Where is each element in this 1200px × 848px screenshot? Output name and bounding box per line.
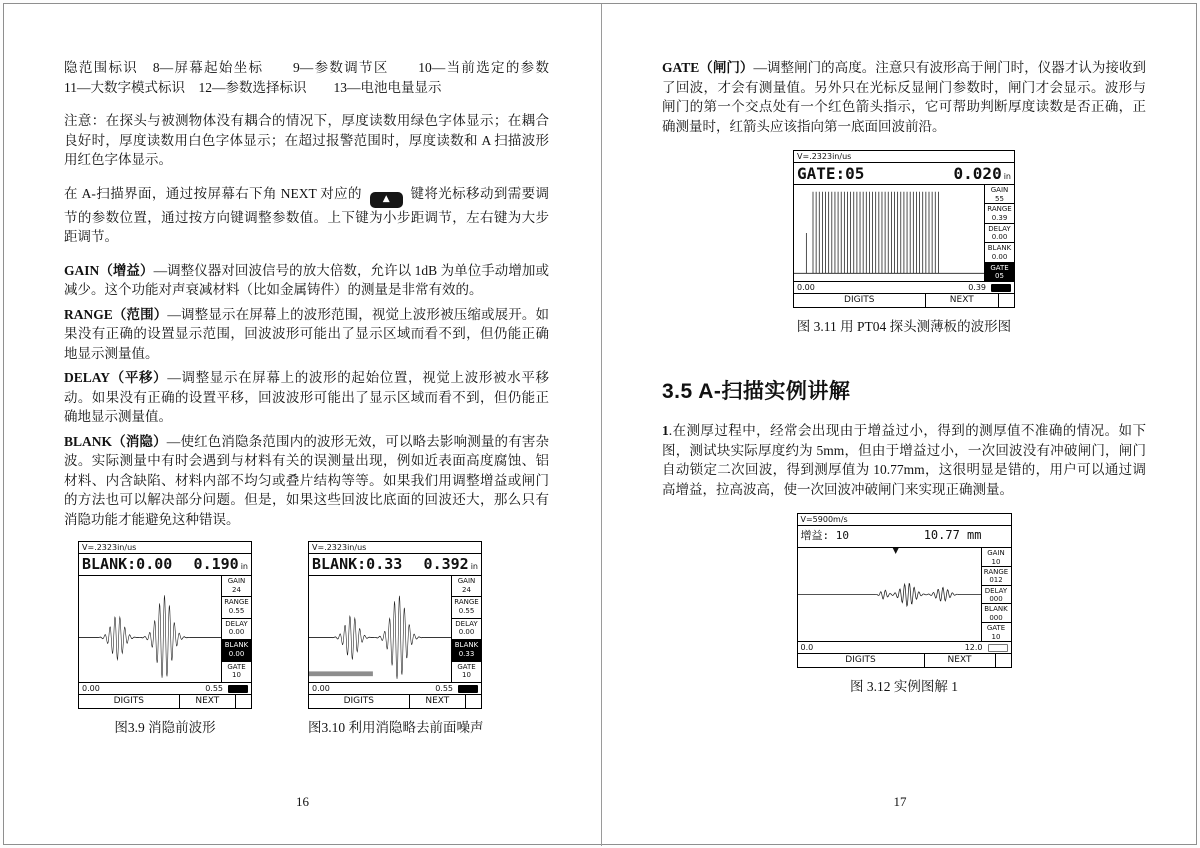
softkey-bar xyxy=(309,694,481,708)
screen-header xyxy=(798,526,1011,548)
param-blank: BLANK 0.00 xyxy=(222,640,251,661)
screen-header xyxy=(309,554,481,576)
device-screen-fig310 xyxy=(308,541,482,709)
param-delay: DELAY 0.00 xyxy=(985,224,1014,243)
range-term-text: —调整显示在屏幕上的波形范围，视觉上波形被压缩或展开。如果没有正确的设置显示范围，回波波形可能出了显示区域而看不到，但仍能正确地显示测量值。 xyxy=(64,306,549,361)
param-delay: DELAY 0.00 xyxy=(222,619,251,640)
paragraph-gain xyxy=(64,261,549,300)
param-gain: GAIN 10 xyxy=(982,548,1011,567)
param-range: RANGE 012 xyxy=(982,567,1011,586)
screen-header xyxy=(794,163,1014,185)
param-gain: GAIN 24 xyxy=(452,576,481,597)
param-gate: GATE 10 xyxy=(227,662,246,680)
figure-3-10 xyxy=(308,541,484,736)
delay-term-label: DELAY（平移） xyxy=(64,370,168,385)
param-blank: BLANK 0.00 xyxy=(985,243,1014,262)
scale-right: 0.39 xyxy=(968,283,986,292)
scale-left: 0.00 xyxy=(82,684,100,693)
selected-param-readout: BLANK:0.00 xyxy=(82,555,173,573)
param-blank: BLANK 000 xyxy=(982,604,1011,623)
parameter-panel xyxy=(451,576,481,682)
echo-marker-icon: ▼ xyxy=(892,548,899,555)
velocity-readout: V=5900m/s xyxy=(798,514,1011,526)
param-blank: BLANK 0.33 xyxy=(452,640,481,661)
waveform-display xyxy=(798,548,981,641)
waveform-display xyxy=(794,185,984,281)
manual-spread xyxy=(3,3,1197,845)
page-17 xyxy=(601,4,1198,846)
measurement-unit: in xyxy=(470,562,478,571)
next-softkey: NEXT xyxy=(180,695,236,708)
velocity-readout: V=.2323in/us xyxy=(309,542,481,554)
ascan-text-before: 在 A-扫描界面，通过按屏幕右下角 NEXT 对应的 xyxy=(64,185,362,201)
param-gain: GAIN 24 xyxy=(222,576,251,597)
gate-chip xyxy=(991,284,1011,292)
list-number: 1 xyxy=(662,423,669,438)
waveform-plot xyxy=(794,185,984,281)
paragraph-gate xyxy=(662,58,1146,136)
param-gain: GAIN 55 xyxy=(985,185,1014,204)
parameter-panel xyxy=(221,576,251,682)
measurement-unit: in xyxy=(240,562,248,571)
scale-bar xyxy=(309,682,481,694)
up-arrow-key-icon: ▲ xyxy=(370,192,403,208)
scale-right: 0.55 xyxy=(205,684,223,693)
paragraph-legend: 隐范围标识 8—屏幕起始坐标 9—参数调节区 10—当前选定的参数 11—大数字模式标识 12—参数选择标识 13—电池电量显示 xyxy=(64,60,576,95)
parameter-panel xyxy=(981,548,1011,641)
blank-term-text: —使红色消隐条范围内的波形无效，可以略去影响测量的有害杂波。实际测量中有时会遇到与材料有关的误测量出现，例如近表面高度腐蚀、铝材料、内含缺陷、材料内部不均匀或叠片结构等等。如果我们用调整增益或闸门的方法也可以解决部分问题。但是，如果这些回波比底面的回波还大，那么只有消隐功能才能避免这种错误。 xyxy=(64,433,550,527)
figures-row xyxy=(78,541,549,736)
digits-softkey: DIGITS xyxy=(798,654,925,667)
param-range: RANGE 0.39 xyxy=(985,204,1014,223)
selected-param-readout: BLANK:0.33 xyxy=(312,555,403,573)
next-softkey: NEXT xyxy=(410,695,466,708)
measurement-value: 0.190 xyxy=(193,555,239,573)
gate-chip xyxy=(988,644,1008,652)
page-number-left: 16 xyxy=(296,794,309,809)
scale-left: 0.00 xyxy=(312,684,330,693)
figure-3-10-caption: 图3.10 利用消隐略去前面噪声 xyxy=(308,720,484,735)
example-text: .在测厚过程中，经常会出现由于增益过小，得到的测厚值不准确的情况。如下图，测试块实际厚度约为 5mm，但由于增益过小，一次回波没有冲破闸门，闸门自动锁定二次回波，得到测厚值为 10.77mm，这很明显是错的，用户可以通过调高增益，拉高波高，使一次回波冲破闸门来实现正确测量。 xyxy=(662,423,1146,497)
softkey-bar xyxy=(794,293,1014,307)
selected-param-readout: GATE:05 xyxy=(797,164,865,183)
waveform-display xyxy=(309,576,451,682)
waveform-display xyxy=(79,576,221,682)
param-gate: GATE 10 xyxy=(457,662,476,680)
waveform-plot xyxy=(309,576,451,682)
param-range: RANGE 0.55 xyxy=(452,597,481,618)
figure-3-9-caption: 图3.9 消隐前波形 xyxy=(114,720,216,735)
scale-left: 0.0 xyxy=(800,643,814,652)
page-number-right: 17 xyxy=(893,794,907,809)
parameter-panel xyxy=(984,185,1014,281)
scale-right: 0.55 xyxy=(435,684,453,693)
paragraph-example-1 xyxy=(662,421,1146,499)
page-16 xyxy=(4,4,601,846)
paragraph-range xyxy=(64,305,549,364)
scale-bar xyxy=(798,641,1011,653)
digits-softkey: DIGITS xyxy=(79,695,180,708)
velocity-readout: V=.2323in/us xyxy=(79,542,251,554)
measurement-value: 0.020 xyxy=(953,164,1002,183)
softkey-bar xyxy=(798,653,1011,667)
scale-right: 12.0 xyxy=(964,643,983,652)
param-delay: DELAY 0.00 xyxy=(452,619,481,640)
figure-3-9 xyxy=(78,541,252,736)
measurement-unit: in xyxy=(1003,172,1011,181)
gate-chip xyxy=(458,685,478,693)
range-term-label: RANGE（范围） xyxy=(64,306,168,322)
param-delay: DELAY 000 xyxy=(982,586,1011,605)
scale-bar xyxy=(794,281,1014,293)
waveform-plot xyxy=(798,548,981,641)
blank-term-label: BLANK（消隐） xyxy=(64,433,167,449)
gain-term-text: —调整仪器对回波信号的放大倍数，允许以 1dB 为单位手动增加或减少。这个功能对声衰减材料（比如金属铸件）的测量是非常有效的。 xyxy=(64,262,549,297)
gate-term-text: —调整闸门的高度。注意只有波形高于闸门时，仪器才认为接收到了回波，才会有测量值。另外只在光标反显闸门参数时，闸门才会显示。波形与闸门的第一个交点处有一个红色箭头指示，它可帮助判断厚度读数是否正确，正确测量时，红箭头应该指向第一底面回波前沿。 xyxy=(662,60,1146,134)
velocity-readout: V=.2323in/us xyxy=(794,151,1014,163)
figure-3-12-caption: 图 3.12 实例图解 1 xyxy=(850,679,958,694)
figure-3-12 xyxy=(797,513,1012,695)
next-softkey: NEXT xyxy=(926,294,1000,307)
thickness-readout: 10.77 mm xyxy=(923,528,982,542)
figure-3-11-caption: 图 3.11 用 PT04 探头测薄板的波形图 xyxy=(796,319,1012,334)
measurement-value: 0.392 xyxy=(423,555,469,573)
gate-chip xyxy=(228,685,248,693)
section-heading: 3.5 A-扫描实例讲解 xyxy=(662,380,851,403)
gain-readout: 增益: 10 xyxy=(800,529,849,542)
device-screen-fig39 xyxy=(78,541,252,709)
gain-term-label: GAIN（增益） xyxy=(64,262,154,278)
softkey-bar xyxy=(79,694,251,708)
scale-left: 0.00 xyxy=(797,283,815,292)
scale-bar xyxy=(79,682,251,694)
device-screen-fig312 xyxy=(797,513,1012,668)
paragraph-ascan-navigation xyxy=(64,184,549,247)
param-range: RANGE 0.55 xyxy=(222,597,251,618)
digits-softkey: DIGITS xyxy=(309,695,410,708)
delay-term-text: —调整显示在屏幕上的波形的起始位置，视觉上波形被水平移动。如果没有正确的设置平移，回波波形可能出了显示区域而看不到，但仍能正确地显示测量值。 xyxy=(64,370,549,424)
figure-3-11 xyxy=(793,150,1015,335)
paragraph-note: 注意：在探头与被测物体没有耦合的情况下，厚度读数用绿色字体显示；在耦合良好时，厚度读数用白色字体显示；在超过报警范围时，厚度读数和 A 扫描波形用红色字体显示。 xyxy=(64,113,549,167)
paragraph-blank xyxy=(64,432,549,530)
device-screen-fig311 xyxy=(793,150,1015,308)
next-softkey: NEXT xyxy=(925,654,996,667)
screen-header xyxy=(79,554,251,576)
ascan-text-after: 键将光标移动到需要调节的参数位置，通过按方向键调整参数值。上下键为小步距调节，左右键为大步距调节。 xyxy=(64,185,550,244)
paragraph-delay xyxy=(64,368,549,427)
param-gate: GATE 05 xyxy=(985,263,1014,281)
param-gate: GATE 10 xyxy=(986,624,1006,641)
waveform-plot xyxy=(79,576,221,682)
digits-softkey: DIGITS xyxy=(794,294,926,307)
gate-term-label: GATE（闸门） xyxy=(662,60,754,75)
